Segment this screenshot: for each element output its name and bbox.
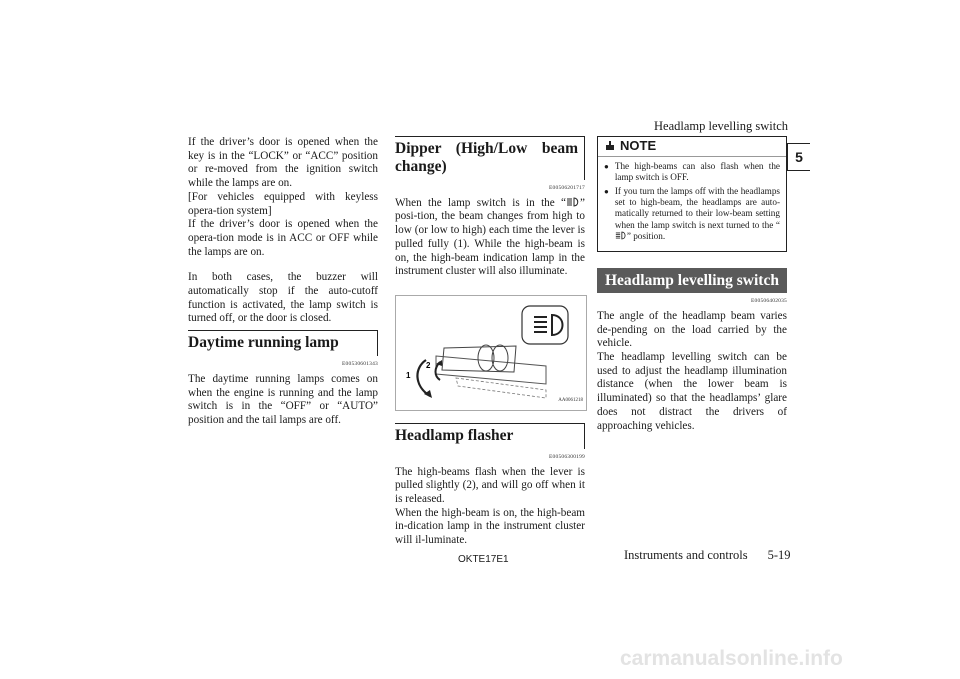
watermark: carmanualsonline.info	[620, 647, 843, 670]
list-item: ● The high-beams can also flash when the lamp switch is OFF.	[604, 160, 780, 183]
high-beam-icon	[615, 231, 627, 240]
figure-code: AA0061218	[558, 398, 583, 404]
paragraph: In both cases, the buzzer will automatically stop if the auto-cutoff function is activated, the lamp switch is turned off, or the door is closed.	[188, 271, 378, 325]
paragraph: The daytime running lamps comes on when the engine is running and the lamp switch is in the “OFF” or “AUTO” position and the tail lamps are off.	[188, 372, 378, 426]
lever-figure	[395, 295, 587, 411]
paragraph: If the driver’s door is opened when the opera-tion mode is in ACC or OFF while the lamps are on.	[188, 218, 378, 258]
section-code: E00506402035	[750, 298, 787, 305]
paragraph: The angle of the headlamp beam varies de-pending on the load carried by the vehicle.	[597, 309, 787, 350]
section-code: E00530601343	[341, 361, 378, 368]
chapter-tab: 5	[787, 143, 810, 171]
section-heading-daytime-running-lamp: Daytime running lamp	[188, 330, 378, 356]
bullet-icon: ●	[604, 186, 609, 196]
list-item: ● If you turn the lamps off with the headlamps set to high-beam, the headlamps are auto-matically returned to their low-beam setting when the lamp switch is next turned to the “” position.	[604, 185, 780, 242]
column-2	[395, 136, 585, 548]
section-name: Instruments and controls	[624, 548, 748, 562]
note-list	[598, 161, 786, 243]
figure-label-2: 2	[426, 360, 431, 370]
paragraph: The headlamp levelling switch can be used to adjust the headlamp illumination distance (when the lower beam is illuminated) so that the headlamps’ glare does not distract the drivers of approaching vehicles.	[597, 351, 787, 432]
page-footer	[624, 548, 791, 563]
figure-label-1: 1	[406, 370, 411, 380]
section-code: E00506201717	[548, 185, 585, 191]
paragraph: If the driver’s door is opened when the key is in the “LOCK” or “ACC” position or re-moved from the ignition switch while the lamps are on.	[188, 136, 378, 190]
paragraph: When the high-beam is on, the high-beam in-dication lamp in the instrument cluster will il-luminate.	[395, 506, 585, 547]
running-header: Headlamp levelling switch	[654, 119, 788, 133]
page-number: 5-19	[767, 548, 791, 562]
section-heading-dipper: Dipper (High/Low beam change)	[395, 136, 585, 180]
hand-note-icon	[604, 140, 616, 152]
document-code: OKTE17E1	[458, 554, 509, 565]
paragraph-dipper: When the lamp switch is in the “ ” posi-tion, the beam changes from high to low (or low to high) each time the lever is pulled fully (1). While the high-beam is on, the high-beam indication lamp in the instrument cluster will also illuminate.	[395, 196, 585, 278]
note-title: NOTE	[598, 137, 786, 157]
section-heading-headlamp-levelling-switch: Headlamp levelling switch	[597, 268, 787, 294]
column-3	[597, 136, 787, 433]
paragraph: The high-beams flash when the lever is pulled slightly (2), and will go off when it is released.	[395, 465, 585, 506]
note-box	[597, 136, 787, 252]
high-beam-icon	[566, 197, 580, 207]
paragraph: [For vehicles equipped with keyless opera-tion system]	[188, 190, 378, 217]
section-code: E00506300199	[548, 453, 585, 460]
bullet-icon: ●	[604, 161, 609, 171]
section-heading-headlamp-flasher: Headlamp flasher	[395, 423, 585, 449]
high-beam-icon	[534, 315, 563, 335]
lever-illustration	[396, 296, 586, 410]
column-1	[188, 136, 378, 428]
